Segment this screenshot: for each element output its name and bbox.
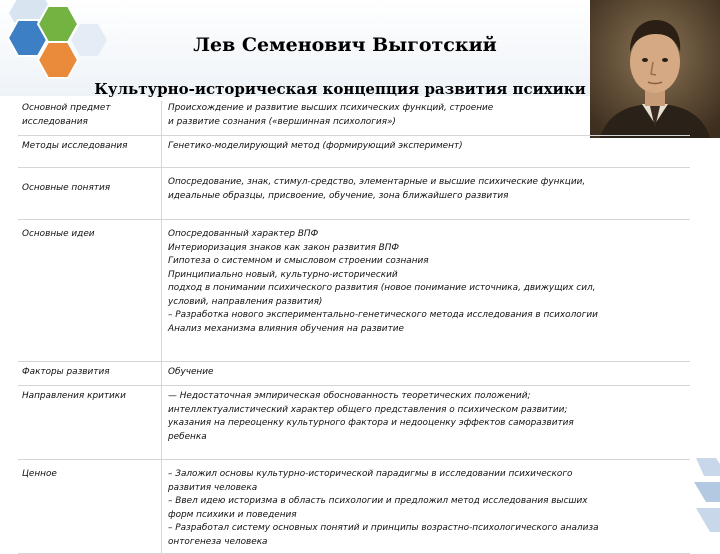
row-value: Происхождение и развитие высших психических функций, строение и развитие сознания («вершинная психология») — [162, 101, 691, 136]
table-row — [18, 220, 690, 362]
row-key: Методы исследования — [18, 136, 162, 168]
concept-table — [18, 101, 690, 554]
row-value: Опосредование, знак, стимул-средство, элементарные и высшие психические функции, идеальные образцы, присвоение, обучение, зона ближайшего развития — [162, 168, 691, 220]
table-row — [18, 101, 690, 136]
row-key: Основные понятия — [18, 168, 162, 220]
table-row — [18, 386, 690, 460]
table-row — [18, 136, 690, 168]
chevron-down-icon — [696, 508, 720, 532]
table-row — [18, 460, 690, 554]
chevron-decoration-icon — [676, 452, 720, 540]
row-value: Обучение — [162, 362, 691, 386]
row-value: – Заложил основы культурно-исторической парадигмы в исследовании психического развития человека – Ввел идею историзма в область психологии и предложил метод исследования высших форм психики и поведения – Разработал систему основных понятий и принципы возрастно-психологического анализа онтогенеза человека — [162, 460, 691, 554]
chevron-up-icon — [696, 458, 720, 476]
table-row — [18, 168, 690, 220]
row-value: — Недостаточная эмпирическая обоснованность теоретических положений; интеллектуалистический характер общего представления о психическом развитии; указания на переоценку культурного фактора и недооценку эффектов саморазвития ребенка — [162, 386, 691, 460]
row-value: Опосредованный характер ВПФ Интериоризация знаков как закон развития ВПФ Гипотеза о системном и смысловом строении сознания Принципиально новый, культурно-исторический подход в понимании психического развития (новое понимание источника, движущих сил, условий, направления развития) – Разработка нового экспериментально-генетического метода исследования в психологии Анализ механизма влияния обучения на развитие — [162, 220, 691, 362]
hexagon-green-icon — [38, 6, 78, 42]
row-key: Основной предмет исследования — [18, 101, 162, 136]
chevron-middle-icon — [694, 482, 720, 502]
hexagon-orange-icon — [38, 42, 78, 78]
row-key: Основные идеи — [18, 220, 162, 362]
row-value: Генетико-моделирующий метод (формирующий эксперимент) — [162, 136, 691, 168]
slide-title: Лев Семенович Выготский — [193, 34, 497, 56]
slide-subtitle: Культурно-историческая концепция развития психики — [94, 80, 586, 98]
row-key: Факторы развития — [18, 362, 162, 386]
row-key: Направления критики — [18, 386, 162, 460]
table-row — [18, 362, 690, 386]
row-key: Ценное — [18, 460, 162, 554]
